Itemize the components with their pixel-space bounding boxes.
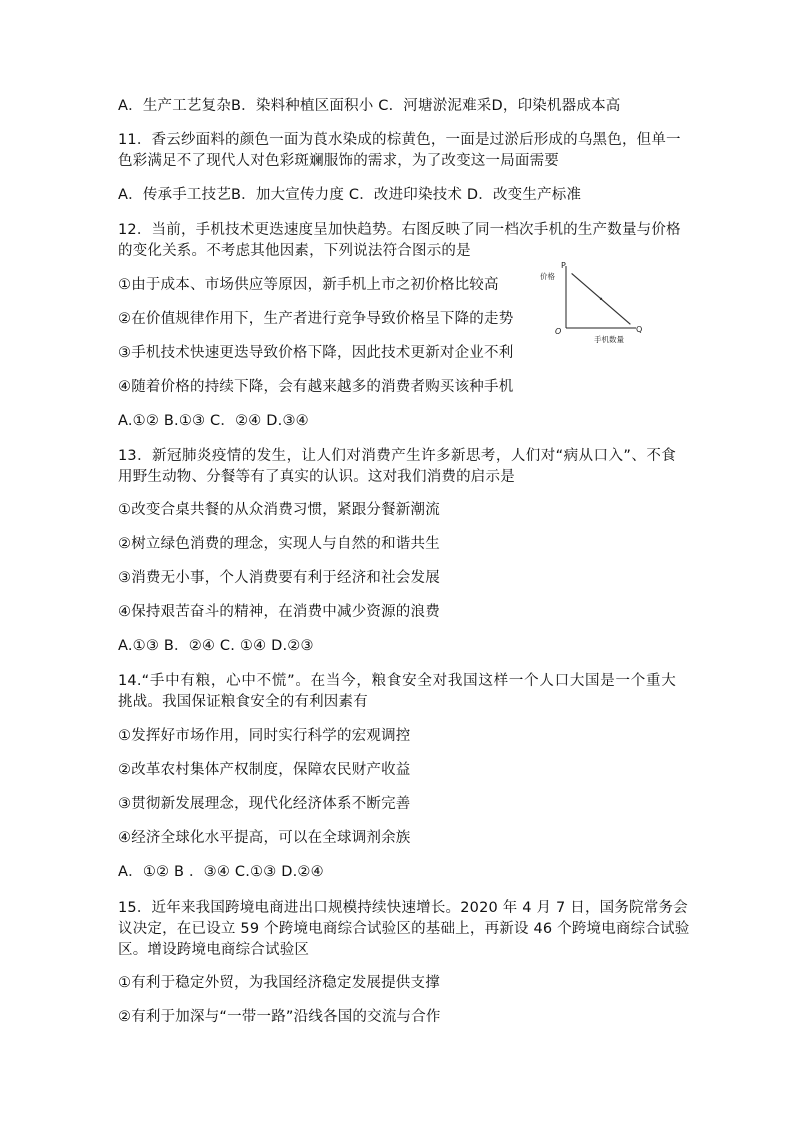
q12-item-2: ②在价值规律作用下，生产者进行竞争导致价格呈下降的走势 xyxy=(118,311,514,327)
q14-item-2: ②改革农村集体产权制度，保障农民财产收益 xyxy=(118,762,411,778)
q12-item-4: ④随着价格的持续下降，会有越来越多的消费者购买该种手机 xyxy=(118,379,514,395)
q13-stem-line1: 13．新冠肺炎疫情的发生，让人们对消费产生许多新思考，人们对“病从口入”、不食 xyxy=(118,448,676,464)
q14-item-4: ④经济全球化水平提高，可以在全球调剂余族 xyxy=(118,830,411,846)
q11-stem-line2: 色彩满足不了现代人对色彩斑斓服饰的需求，为了改变这一局面需要 xyxy=(118,153,559,169)
q15-stem-line1: 15．近年来我国跨境电商进出口规模持续快速增长。2020 年 4 月 7 日，国务院常务会 xyxy=(118,900,688,916)
line-midpoint-marker xyxy=(600,298,602,300)
origin-label: O xyxy=(555,327,562,336)
q15-item-1: ①有利于稳定外贸，为我国经济稳定发展提供支撑 xyxy=(118,975,440,991)
q14-stem-line1: 14.“手中有粮，心中不慌”。在当今，粮食安全对我国这样一个人口大国是一个重大 xyxy=(118,673,676,689)
q12-stem-line2: 的变化关系。不考虑其他因素，下列说法符合图示的是 xyxy=(118,243,471,259)
q14-stem-line2: 挑战。我国保证粮食安全的有利因素有 xyxy=(118,694,368,710)
q14-item-3: ③贯彻新发展理念，现代化经济体系不断完善 xyxy=(118,796,411,812)
q14-options: A．①② B ．③④ C.①③ D.②④ xyxy=(118,864,324,880)
q13-options: A.①③ B．②④ C. ①④ D.②③ xyxy=(118,638,314,654)
q12-stem-line1: 12．当前，手机技术更迭速度呈加快趋势。右图反映了同一档次手机的生产数量与价格 xyxy=(118,222,681,238)
q13-item-2: ②树立绿色消费的理念，实现人与自然的和谐共生 xyxy=(118,536,440,552)
q14-item-1: ①发挥好市场作用，同时实行科学的宏观调控 xyxy=(118,728,411,744)
q13-stem-line2: 用野生动物、分餐等有了真实的认识。这对我们消费的启示是 xyxy=(118,469,515,485)
y-axis-letter: P xyxy=(561,261,566,270)
price-quantity-chart xyxy=(536,258,646,354)
q15-stem-line3: 区。增设跨境电商综合试验区 xyxy=(118,942,310,958)
x-axis-label: 手机数量 xyxy=(594,335,624,344)
q12-item-1: ①由于成本、市场供应等原因，新手机上市之初价格比较高 xyxy=(118,277,499,293)
x-axis-letter: Q xyxy=(636,325,643,334)
q15-item-2: ②有利于加深与“一带一路”沿线各国的交流与合作 xyxy=(118,1009,441,1025)
q13-item-1: ①改变合桌共餐的从众消费习惯，紧跟分餐新潮流 xyxy=(118,502,440,518)
y-axis-label: 价格 xyxy=(540,272,555,281)
q11-stem-line1: 11．香云纱面料的颜色一面为莨水染成的棕黄色，一面是过淤后形成的乌黑色，但单一 xyxy=(118,132,681,148)
q12-item-3: ③手机技术快速更迭导致价格下降，因此技术更新对企业不利 xyxy=(118,345,514,361)
q13-item-4: ④保持艰苦奋斗的精神，在消费中减少资源的浪费 xyxy=(118,604,440,620)
q11-options: A．传承手工技艺B．加大宣传力度 C．改进印染技术 D．改变生产标准 xyxy=(118,187,582,203)
q15-stem-line2: 议决定，在已设立 59 个跨境电商综合试验区的基础上，再新设 46 个跨境电商综合试验 xyxy=(118,921,690,937)
q10-options: A．生产工艺复杂B．染料种植区面积小 C．河塘淤泥难采D，印染机器成本高 xyxy=(118,98,621,114)
q13-item-3: ③消费无小事，个人消费要有利于经济和社会发展 xyxy=(118,570,440,586)
q12-options: A.①② B.①③ C．②④ D.③④ xyxy=(118,413,309,429)
